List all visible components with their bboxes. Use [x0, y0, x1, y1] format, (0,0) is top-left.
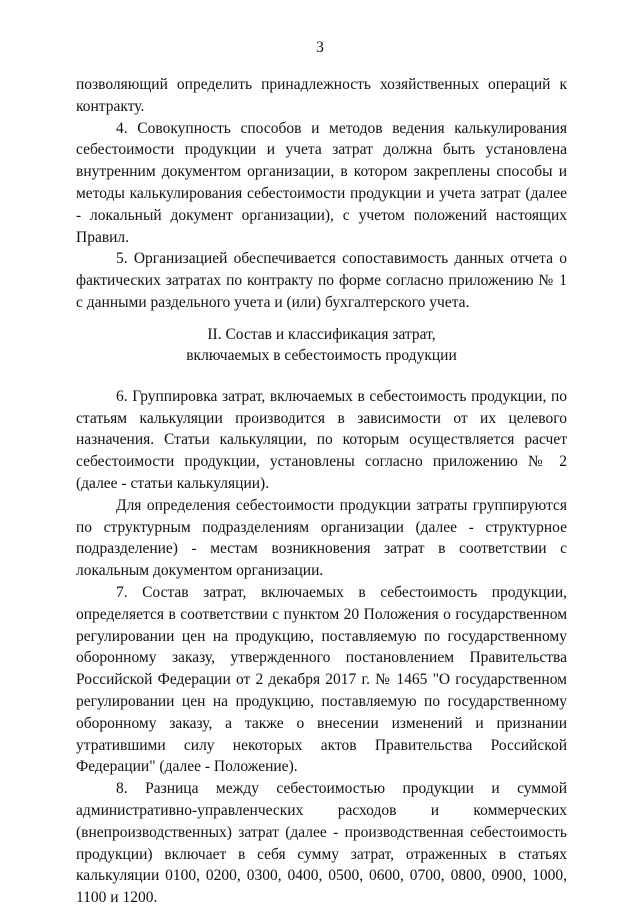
paragraph-continuation: позволяющий определить принадлежность хозяйственных операций к контракту. — [76, 76, 567, 115]
paragraph-item-4: 4. Совокупность способов и методов ведения калькулирования себестоимости продукции и учета затрат должна быть установлена внутренним документом организации, в котором закреплены способы и методы калькулирования себестоимости продукции и учета затрат (далее - локальный документ организации), с учетом положений настоящих Правил. — [76, 119, 567, 246]
paragraph-item-7: 7. Состав затрат, включаемых в себестоимость продукции, определяется в соответствии с пунктом 20 Положения о государственном регулировании цен на продукцию, поставляемую по государственному оборонному заказу, утвержденного постановлением Правительства Российской Федерации от 2 декабря 2017 г. № 1465 "О государственном регулировании цен на продукцию, поставляемую по государственному оборонному заказу, а также о внесении изменений и признании утратившими силу некоторых актов Правительства Российской Федерации" (далее - Положение). — [76, 583, 567, 776]
paragraph-item-5: 5. Организацией обеспечивается сопоставимость данных отчета о фактических затратах по контракту по форме согласно приложению № 1 с данными раздельного учета и (или) бухгалтерского учета. — [76, 250, 567, 311]
paragraph-item-8: 8. Разница между себестоимостью продукции и суммой административно-управленческих расходов и коммерческих (внепроизводственных) затрат (далее - производственная себестоимость продукции) включает в себя сумму затрат, отраженных в статьях калькуляции 0100, 0200, 0300, 0400, 0500, 0600, 0700, 0800, 0900, 1000, 1100 и 1200. — [76, 780, 567, 907]
paragraph-item-6: 6. Группировка затрат, включаемых в себестоимость продукции, по статьям калькуляции производится в зависимости от их целевого назначения. Статьи калькуляции, по которым осуществляется расчет себестоимости продукции, установлены согласно приложению № 2 (далее - статьи калькуляции). — [76, 387, 567, 492]
section-heading — [76, 324, 567, 366]
paragraph-cost-grouping: Для определения себестоимости продукции затраты группируются по структурным подразделениям организации (далее - структурное подразделение) - местам возникновения затрат в соответствии с локальным документом организации. — [76, 496, 567, 580]
section-heading-line-2: включаемых в себестоимость продукции — [186, 346, 457, 364]
section-heading-line-1: II. Состав и классификация затрат, — [207, 325, 436, 343]
document-body — [76, 74, 567, 909]
page-number: 3 — [316, 39, 324, 56]
